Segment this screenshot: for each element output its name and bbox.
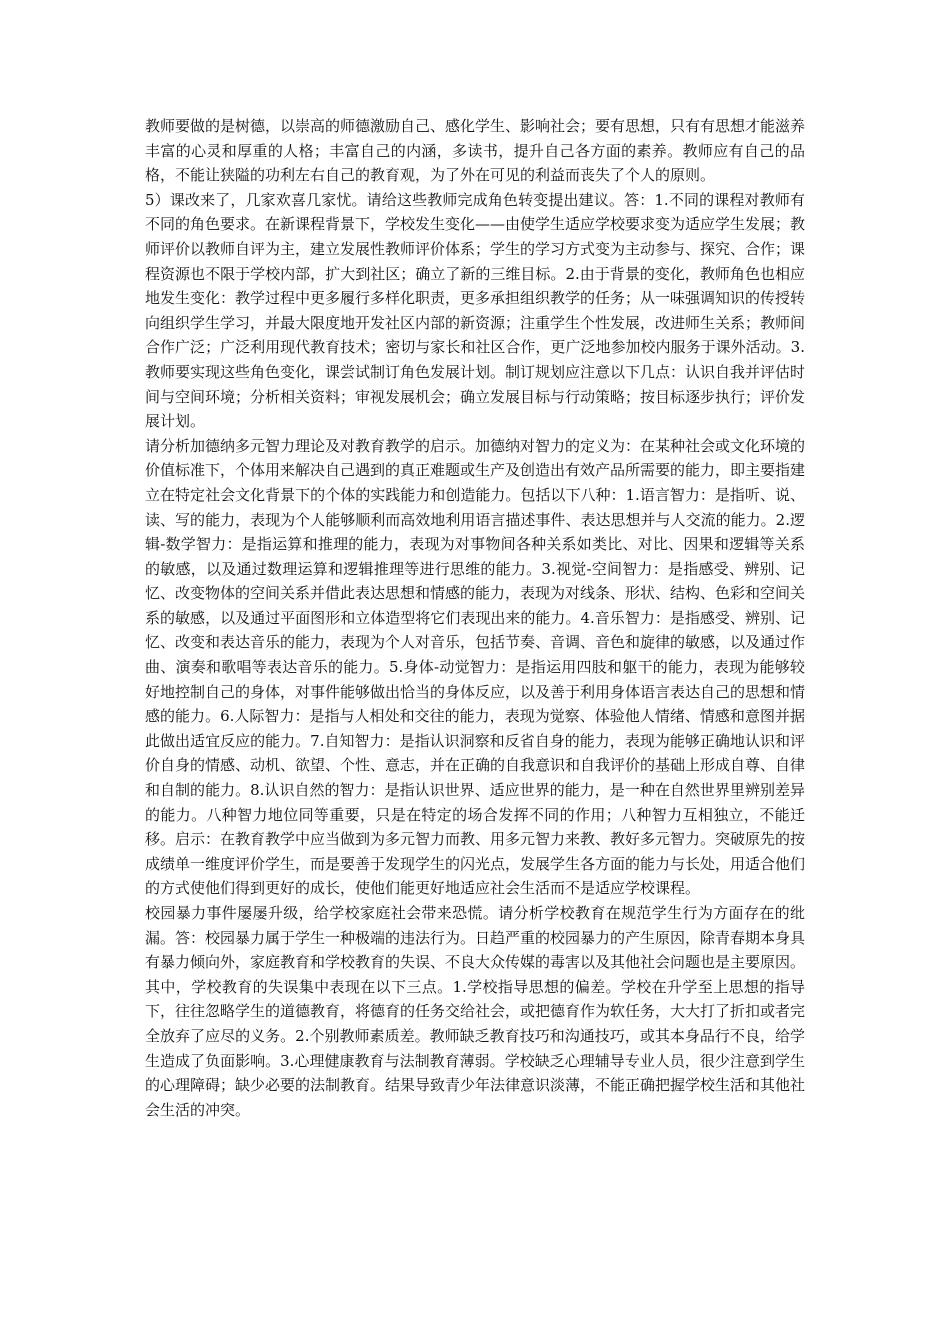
paragraph-curriculum-reform: 5）课改来了，几家欢喜几家忧。请给这些教师完成角色转变提出建议。答：1.不同的课程对教师有不同的角色要求。在新课程背景下，学校发生变化——由使学生适应学校要求变为适应学生发展；教师评价以教师自评为主，建立发展性教师评价体系；学生的学习方式变为主动参与、探究、合作；课程资源也不限于学校内部，扩大到社区；确立了新的三维目标。2.由于背景的变化，教师角色也相应地发生变化：教学过程中更多履行多样化职责，更多承担组织教学的任务；从一味强调知识的传授转向组织学生学习，并最大限度地开发社区内部的新资源；注重学生个性发展，改进师生关系；教师间合作广泛；广泛利用现代教育技术；密切与家长和社区合作，更广泛地参加校内服务于课外活动。3.教师要实现这些角色变化，课尝试制订角色发展计划。制订规划应注意以下几点：认识自我并评估时间与空间环境；分析相关资料；审视发展机会；确立发展目标与行动策略；按目标逐步执行；评价发展计划。 [145, 190, 806, 431]
paragraph-school-violence: 校园暴力事件屡屡升级，给学校家庭社会带来恐慌。请分析学校教育在规范学生行为方面存在的纰漏。答：校园暴力属于学生一种极端的违法行为。日趋严重的校园暴力的产生原因，除青春期本身具有暴力倾向外，家庭教育和学校教育的失误、不良大众传媒的毒害以及其他社会问题也是主要原因。其中，学校教育的失误集中表现在以下三点。1.学校指导思想的偏差。学校在升学至上思想的指导下，往往忽略学生的道德教育，将德育的任务交给社会，或把德育作为软任务，大大打了折扣或者完全放弃了应尽的义务。2.个别教师素质差。教师缺乏教育技巧和沟通技巧，或其本身品行不良，给学生造成了负面影响。3.心理健康教育与法制教育薄弱。学校缺乏心理辅导专业人员，很少注意到学生的心理障碍；缺少必要的法制教育。结果导致青少年法律意识淡薄，不能正确把握学校生活和其他社会生活的冲突。 [145, 904, 806, 1119]
document-body [145, 114, 805, 1122]
paragraph-teacher-ethics: 教师要做的是树德，以崇高的师德激励自己、感化学生、影响社会；要有思想，只有有思想才能滋养丰富的心灵和厚重的人格；丰富自己的内涵，多读书，提升自己各方面的素养。教师应有自己的品格，不能让狭隘的功利左右自己的教育观，为了外在可见的利益而丧失了个人的原则。 [145, 117, 806, 185]
paragraph-multiple-intelligences: 请分析加德纳多元智力理论及对教育教学的启示。加德纳对智力的定义为：在某种社会或文化环境的价值标准下，个体用来解决自己遇到的真正难题或生产及创造出有效产品所需要的能力，即主要指建立在特定社会文化背景下的个体的实践能力和创造能力。包括以下八种：1.语言智力：是指听、说、读、写的能力，表现为个人能够顺利而高效地利用语言描述事件、表达思想并与人交流的能力。2.逻辑-数学智力：是指运算和推理的能力，表现为对事物间各种关系如类比、对比、因果和逻辑等关系的敏感，以及通过数理运算和逻辑推理等进行思维的能力。3.视觉-空间智力：是指感受、辨别、记忆、改变物体的空间关系并借此表达思想和情感的能力，表现为对线条、形状、结构、色彩和空间关系的敏感，以及通过平面图形和立体造型将它们表现出来的能力。4.音乐智力：是指感受、辨别、记忆、改变和表达音乐的能力，表现为个人对音乐，包括节奏、音调、音色和旋律的敏感，以及通过作曲、演奏和歌唱等表达音乐的能力。5.身体-动觉智力：是指运用四肢和躯干的能力，表现为能够较好地控制自己的身体，对事件能够做出恰当的身体反应，以及善于利用身体语言表达自己的思想和情感的能力。6.人际智力：是指与人相处和交往的能力，表现为觉察、体验他人情绪、情感和意图并据此做出适宜反应的能力。7.自知智力：是指认识洞察和反省自身的能力，表现为能够正确地认识和评价自身的情感、动机、欲望、个性、意志，并在正确的自我意识和自我评价的基础上形成自尊、自律和自制的能力。8.认识自然的智力：是指认识世界、适应世界的能力，是一种在自然世界里辨别差异的能力。八种智力地位同等重要，只是在特定的场合发挥不同的作用；八种智力互相独立，不能迁移。启示：在教育教学中应当做到为多元智力而教、用多元智力来教、教好多元智力。突破原先的按成绩单一维度评价学生，而是要善于发现学生的闪光点，发展学生各方面的能力与长处，用适合他们的方式使他们得到更好的成长，使他们能更好地适应社会生活而不是适应学校课程。 [145, 436, 806, 898]
